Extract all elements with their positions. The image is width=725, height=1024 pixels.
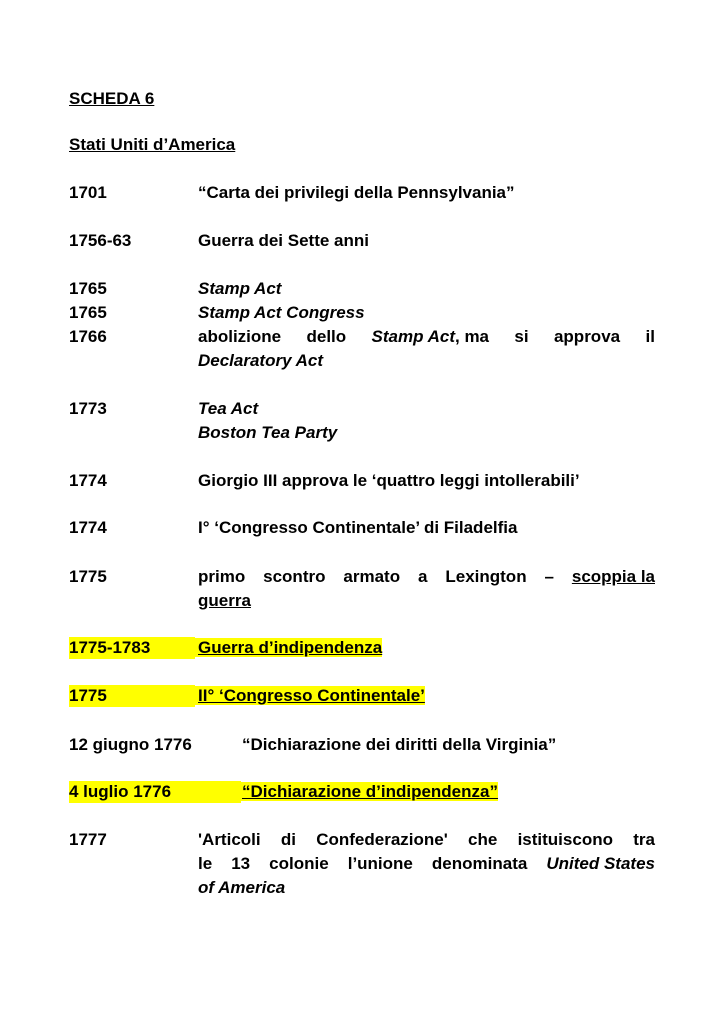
entry-date-highlighted: 4 luglio 1776 — [69, 781, 241, 803]
entry-word-italic: Stamp Act — [371, 327, 455, 346]
entry-word: , ma — [455, 327, 490, 346]
entry-date-highlighted: 1775 — [69, 685, 195, 707]
entry-date: 1701 — [69, 183, 107, 202]
entry-word: istituiscono — [517, 830, 613, 849]
entry-text: Stamp Act — [198, 279, 282, 298]
entry-word: armato — [343, 567, 401, 586]
entry-date: 1774 — [69, 518, 107, 537]
entry-text: Giorgio III approva le ‘quattro leggi intollerabili’ — [198, 471, 580, 490]
entry-date: 1773 — [69, 399, 107, 418]
entry-word: si — [514, 327, 529, 346]
entry-text-line2: guerra — [198, 591, 251, 610]
entry-text — [195, 637, 382, 659]
entry-word: denominata — [431, 854, 528, 873]
entry-word: il — [645, 327, 655, 346]
page-heading: SCHEDA 6 — [69, 89, 155, 108]
entry-word: le — [198, 854, 213, 873]
entry-word: Lexington — [445, 567, 527, 586]
entry-text-highlighted: II° ‘Congresso Continentale’ — [195, 686, 425, 705]
entry-word: abolizione — [198, 327, 282, 346]
entry-date: 1765 — [69, 279, 107, 298]
entry-text: “Carta dei privilegi della Pennsylvania” — [198, 183, 515, 202]
entry-word: scontro — [263, 567, 326, 586]
entry-text — [198, 566, 655, 588]
entry-date: 1765 — [69, 303, 107, 322]
entry-word: approva — [553, 327, 621, 346]
page-subtitle: Stati Uniti d’America — [69, 135, 236, 154]
entry-text-line2: Boston Tea Party — [198, 423, 338, 442]
entry-text-line2: Declaratory Act — [198, 351, 324, 370]
entry-text — [241, 781, 498, 803]
entry-word: colonie — [269, 854, 329, 873]
entry-text-highlighted: Guerra d’indipendenza — [195, 638, 382, 657]
entry-text — [198, 829, 655, 851]
entry-word: Confederazione' — [316, 830, 448, 849]
entry-word-italic: United States — [546, 854, 655, 873]
entry-word: – — [544, 567, 554, 586]
entry-text — [195, 685, 425, 707]
entry-text: Guerra dei Sette anni — [198, 231, 369, 250]
entry-word — [372, 326, 489, 348]
entry-date: 1756-63 — [69, 231, 132, 250]
entry-text: Tea Act — [198, 399, 259, 418]
entry-text-highlighted: “Dichiarazione d’indipendenza” — [242, 782, 498, 801]
entry-word: 'Articoli — [198, 830, 261, 849]
entry-word: l’unione — [347, 854, 413, 873]
entry-word: che — [468, 830, 498, 849]
entry-date: 1775 — [69, 567, 107, 586]
entry-date-highlighted: 1775-1783 — [69, 637, 195, 659]
entry-word: dello — [306, 327, 347, 346]
entry-text-line2 — [198, 853, 655, 875]
entry-text: “Dichiarazione dei diritti della Virginia” — [242, 735, 557, 754]
entry-word: di — [280, 830, 296, 849]
entry-date: 1774 — [69, 471, 107, 490]
entry-word: a — [417, 567, 428, 586]
entry-word-underlined: scoppia la — [571, 567, 655, 586]
entry-text: Stamp Act Congress — [198, 303, 365, 322]
entry-word: 13 — [231, 854, 251, 873]
entry-text — [198, 326, 655, 348]
entry-date: 1766 — [69, 327, 107, 346]
entry-text-line3: of America — [198, 878, 286, 897]
entry-date: 1777 — [69, 830, 107, 849]
entry-word: tra — [633, 830, 655, 849]
entry-word: primo — [198, 567, 246, 586]
entry-date: 12 giugno 1776 — [69, 735, 192, 754]
entry-text: I° ‘Congresso Continentale’ di Filadelfia — [198, 518, 518, 537]
